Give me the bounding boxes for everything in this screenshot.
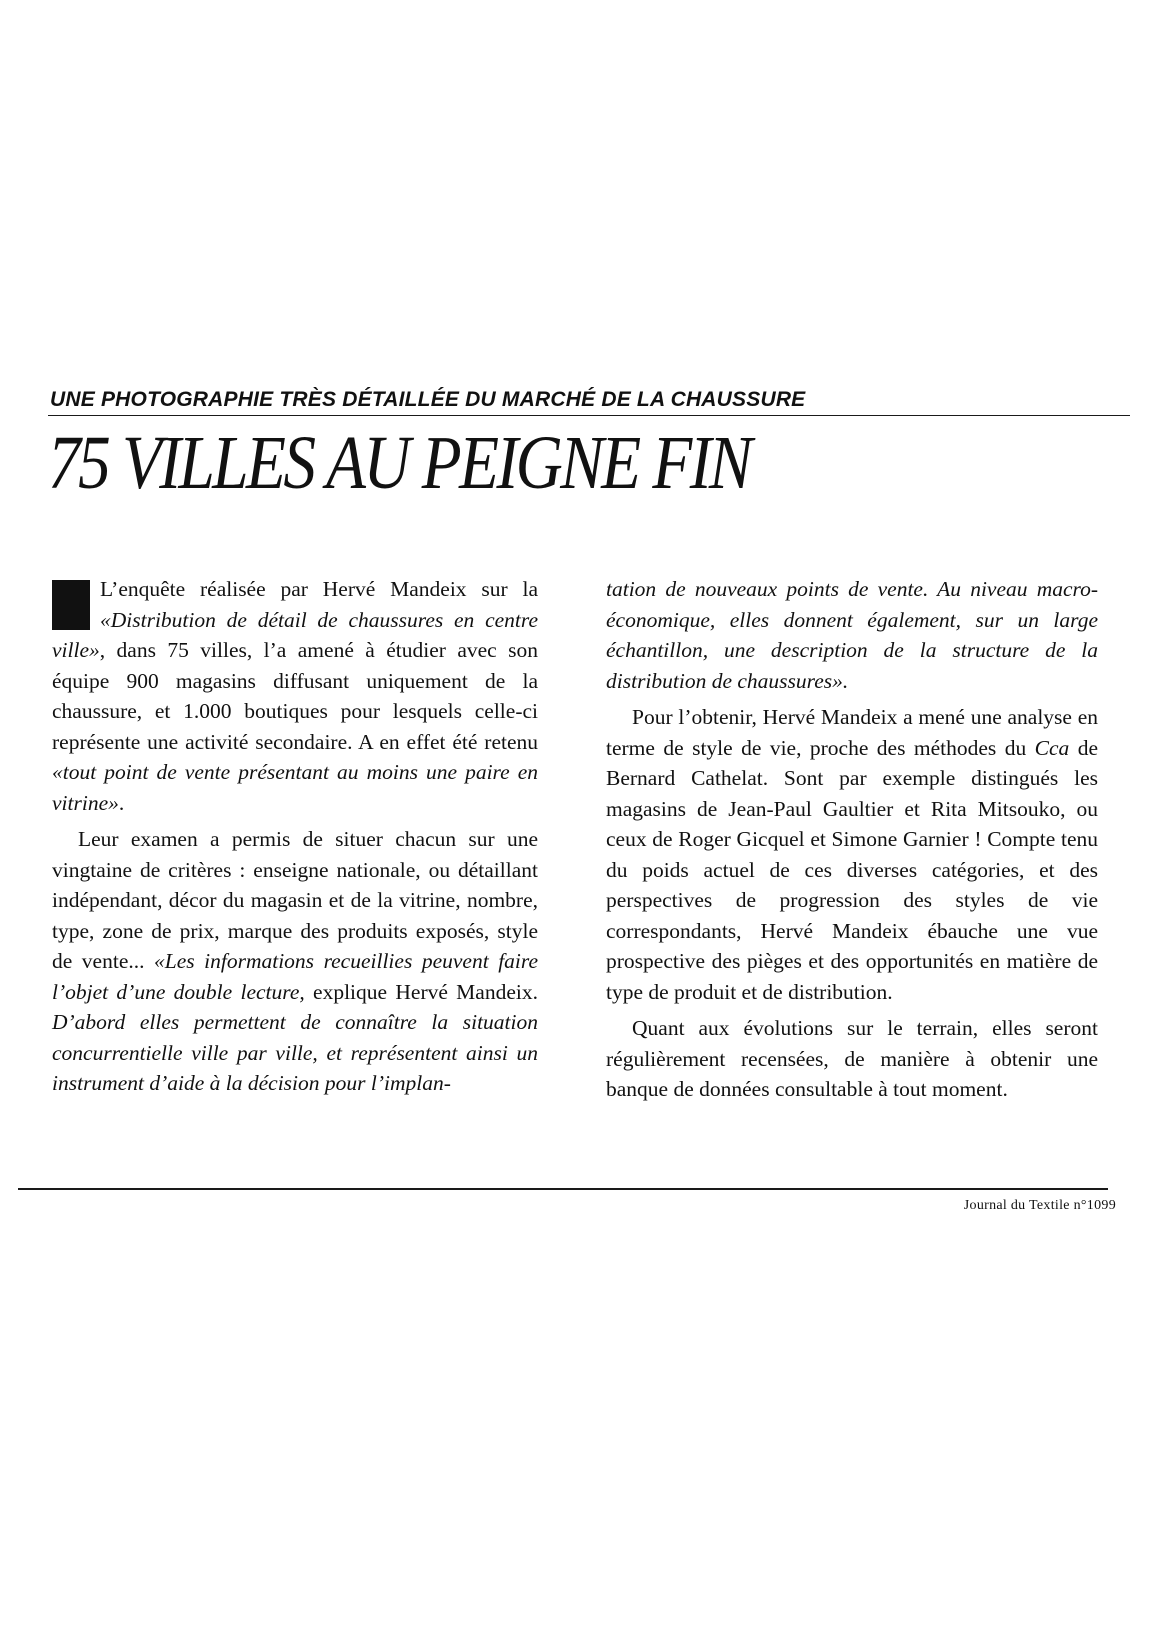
source-credit: Journal du Textile n°1099	[963, 1198, 1116, 1213]
paragraph-text: explique Hervé Mandeix.	[304, 979, 538, 1004]
bottom-rule	[18, 1188, 1108, 1190]
italic-term: Cca	[1034, 735, 1070, 760]
paragraph-continued	[606, 574, 1098, 696]
right-column	[606, 574, 1098, 1111]
quote-text: D’abord elles permettent de connaître la situation concurrentielle ville par ville, et représentent ainsi un instrument d’aide à la décision pour l’implan-	[52, 1010, 538, 1095]
paragraph-text: de Bernard Cathelat. Sont par exemple distingués les magasins de Jean-Paul Gaultier et Rita Mitsouko, ou ceux de Roger Gicquel et Simone Garnier ! Compte tenu du poids actuel de ces diverses catégories, et des perspectives de progression des styles de vie correspondants, Hervé Mandeix ébauche une vue prospective des pièges et des opportunités en matière de type de produit et de distribution.	[606, 735, 1098, 1004]
headline: 75 VILLES AU PEIGNE FIN	[48, 421, 750, 505]
left-column	[52, 574, 538, 1105]
paragraph-3	[606, 702, 1098, 1007]
kicker: UNE PHOTOGRAPHIE TRÈS DÉTAILLÉE DU MARCHÉ DE LA CHAUSSURE	[48, 388, 1130, 416]
quote-text: «Les informations recueillies peuvent faire l’objet d’une double lecture,	[52, 949, 538, 1004]
paragraph-text: Pour l’obtenir, Hervé Mandeix a mené une analyse en terme de style de vie, proche des méthodes du	[606, 705, 1098, 760]
paragraph-text: Quant aux évolutions sur le terrain, elles seront régulièrement recensées, de manière à obtenir une banque de données consultable à tout moment.	[606, 1016, 1098, 1101]
quote-text: «tout point de vente présentant au moins une paire en vitrine»	[52, 760, 538, 815]
article	[48, 388, 1148, 1101]
quote-text: «Distribution de détail de chaussures en centre ville»	[52, 607, 538, 662]
paragraph-text: L’enquête réalisée par Hervé Mandeix sur la	[100, 577, 538, 601]
paragraph-text: Leur examen a permis de situer chacun sur une vingtaine de critères : enseigne nationale, ou détaillant indépendant, décor du magasin et de la vitrine, nombre, type, zone de prix, marque des produits exposés, style de vente...	[52, 827, 538, 973]
paragraph-text: .	[118, 790, 125, 815]
paragraph-4	[606, 1013, 1098, 1105]
paragraph-text: , dans 75 villes, l’a amené à étudier avec son équipe 900 magasins diffusant uniquement de la chaussure, et 1.000 boutiques pour lesquels celle-ci représente une activité secondaire. A en effet été retenu	[52, 638, 538, 754]
paragraph-2	[52, 824, 538, 1099]
article-body	[48, 574, 1148, 1204]
paragraph-1	[52, 574, 538, 818]
quote-text: tation de nouveaux points de vente. Au niveau macro-économique, elles donnent également, sur un large échantillon, une description de la structure de la distribution de chaussures».	[606, 577, 1098, 693]
drop-square-mark	[52, 580, 90, 630]
